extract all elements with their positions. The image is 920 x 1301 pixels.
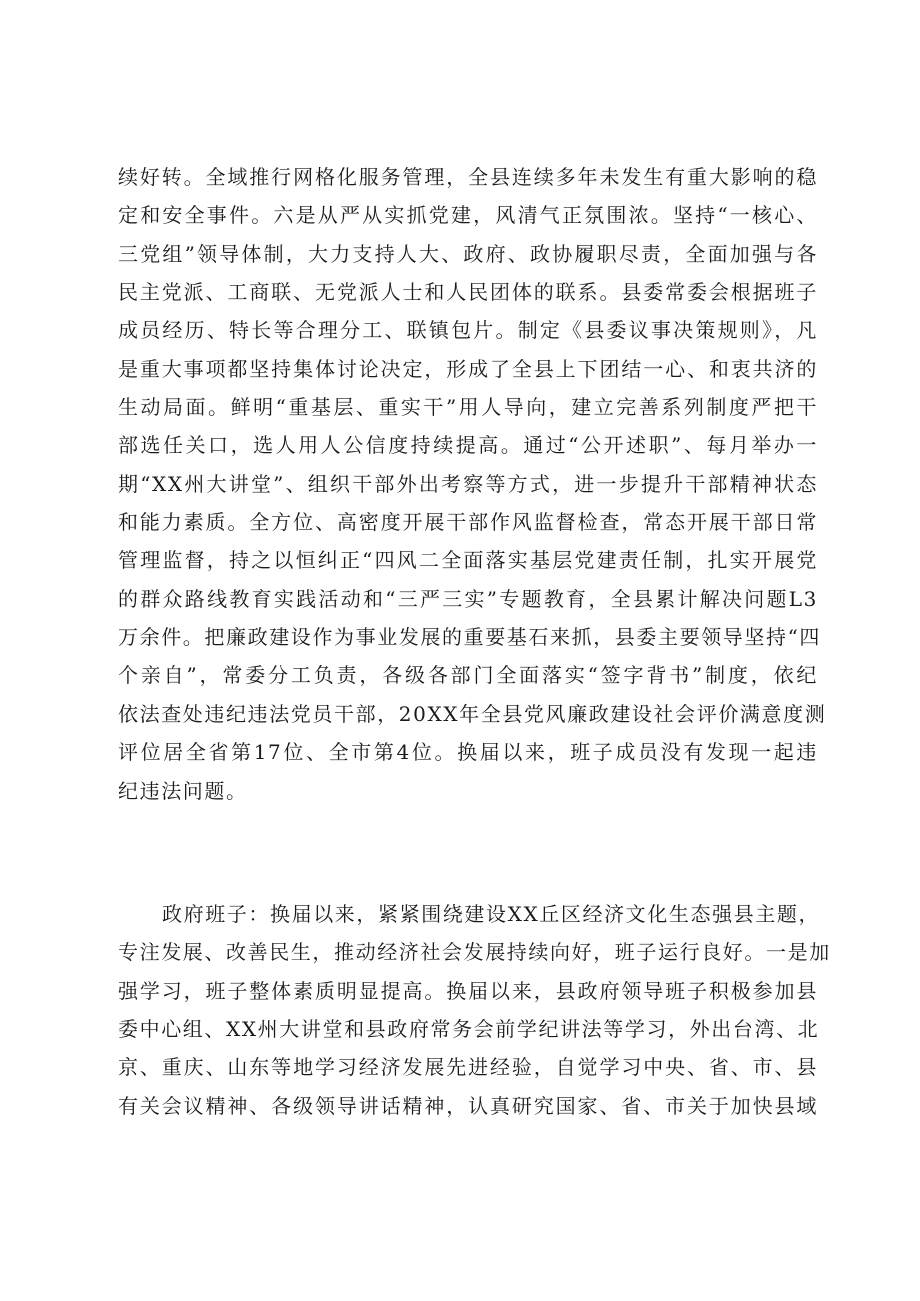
text-line: 部选任关口，选人用人公信度持续提高。通过“公开述职”、每月举办一 xyxy=(118,433,818,458)
text-line: 有关会议精神、各级领导讲话精神，认真研究国家、省、市关于加快县域 xyxy=(118,1093,818,1118)
text-line: 和能力素质。全方位、高密度开展干部作风监督检查，常态开展干部日常 xyxy=(118,510,818,535)
text-line: 成员经历、特长等合理分工、联镇包片。制定《县委议事决策规则》，凡 xyxy=(118,318,818,343)
text-line: 生动局面。鲜明“重基层、重实干”用人导向，建立完善系列制度严把干 xyxy=(118,395,818,420)
text-line: 评位居全省第17位、全市第4位。换届以来，班子成员没有发现一起违 xyxy=(118,740,818,765)
text-line: 个亲自”，常委分工负责，各级各部门全面落实“签字背书”制度，依纪 xyxy=(118,663,818,688)
text-line: 京、重庆、山东等地学习经济发展先进经验，自觉学习中央、省、市、县 xyxy=(118,1055,818,1080)
text-line: 期“XX州大讲堂”、组织干部外出考察等方式，进一步提升干部精神状态 xyxy=(118,471,818,496)
text-line: 强学习，班子整体素质明显提高。换届以来，县政府领导班子积极参加县 xyxy=(118,978,818,1003)
paragraph-party-committee xyxy=(118,158,827,810)
text-line: 三党组”领导体制，大力支持人大、政府、政协履职尽责，全面加强与各 xyxy=(118,241,818,266)
text-line: 是重大事项都坚持集体讨论决定，形成了全县上下团结一心、和衷共济的 xyxy=(118,356,818,381)
text-line: 万余件。把廉政建设作为事业发展的重要基石来抓，县委主要领导坚持“四 xyxy=(118,625,822,650)
text-line: 民主党派、工商联、无党派人士和人民团体的联系。县委常委会根据班子 xyxy=(118,280,818,305)
text-line: 委中心组、XX州大讲堂和县政府常务会前学纪讲法等学习，外出台湾、北 xyxy=(118,1017,820,1042)
text-line: 依法查处违纪违法党员干部，20XX年全县党风廉政建设社会评价满意度测 xyxy=(118,701,827,726)
paragraph-government xyxy=(118,895,831,1125)
text-line: 定和安全事件。六是从严从实抓党建，风清气正氛围浓。坚持“一核心、 xyxy=(118,203,818,228)
text-line: 续好转。全域推行网格化服务管理，全县连续多年未发生有重大影响的稳 xyxy=(118,165,818,189)
text-line: 政府班子：换届以来，紧紧围绕建设XX丘区经济文化生态强县主题， xyxy=(162,902,821,926)
text-line: 的群众路线教育实践活动和“三严三实”专题教育，全县累计解决问题L3 xyxy=(118,586,818,611)
text-line: 专注发展、改善民生，推动经济社会发展持续向好，班子运行良好。一是加 xyxy=(118,940,831,965)
text-line: 管理监督，持之以恒纠正“四风二全面落实基层党建责任制，扎实开展党 xyxy=(118,548,818,573)
text-line: 纪违法问题。 xyxy=(118,778,248,803)
